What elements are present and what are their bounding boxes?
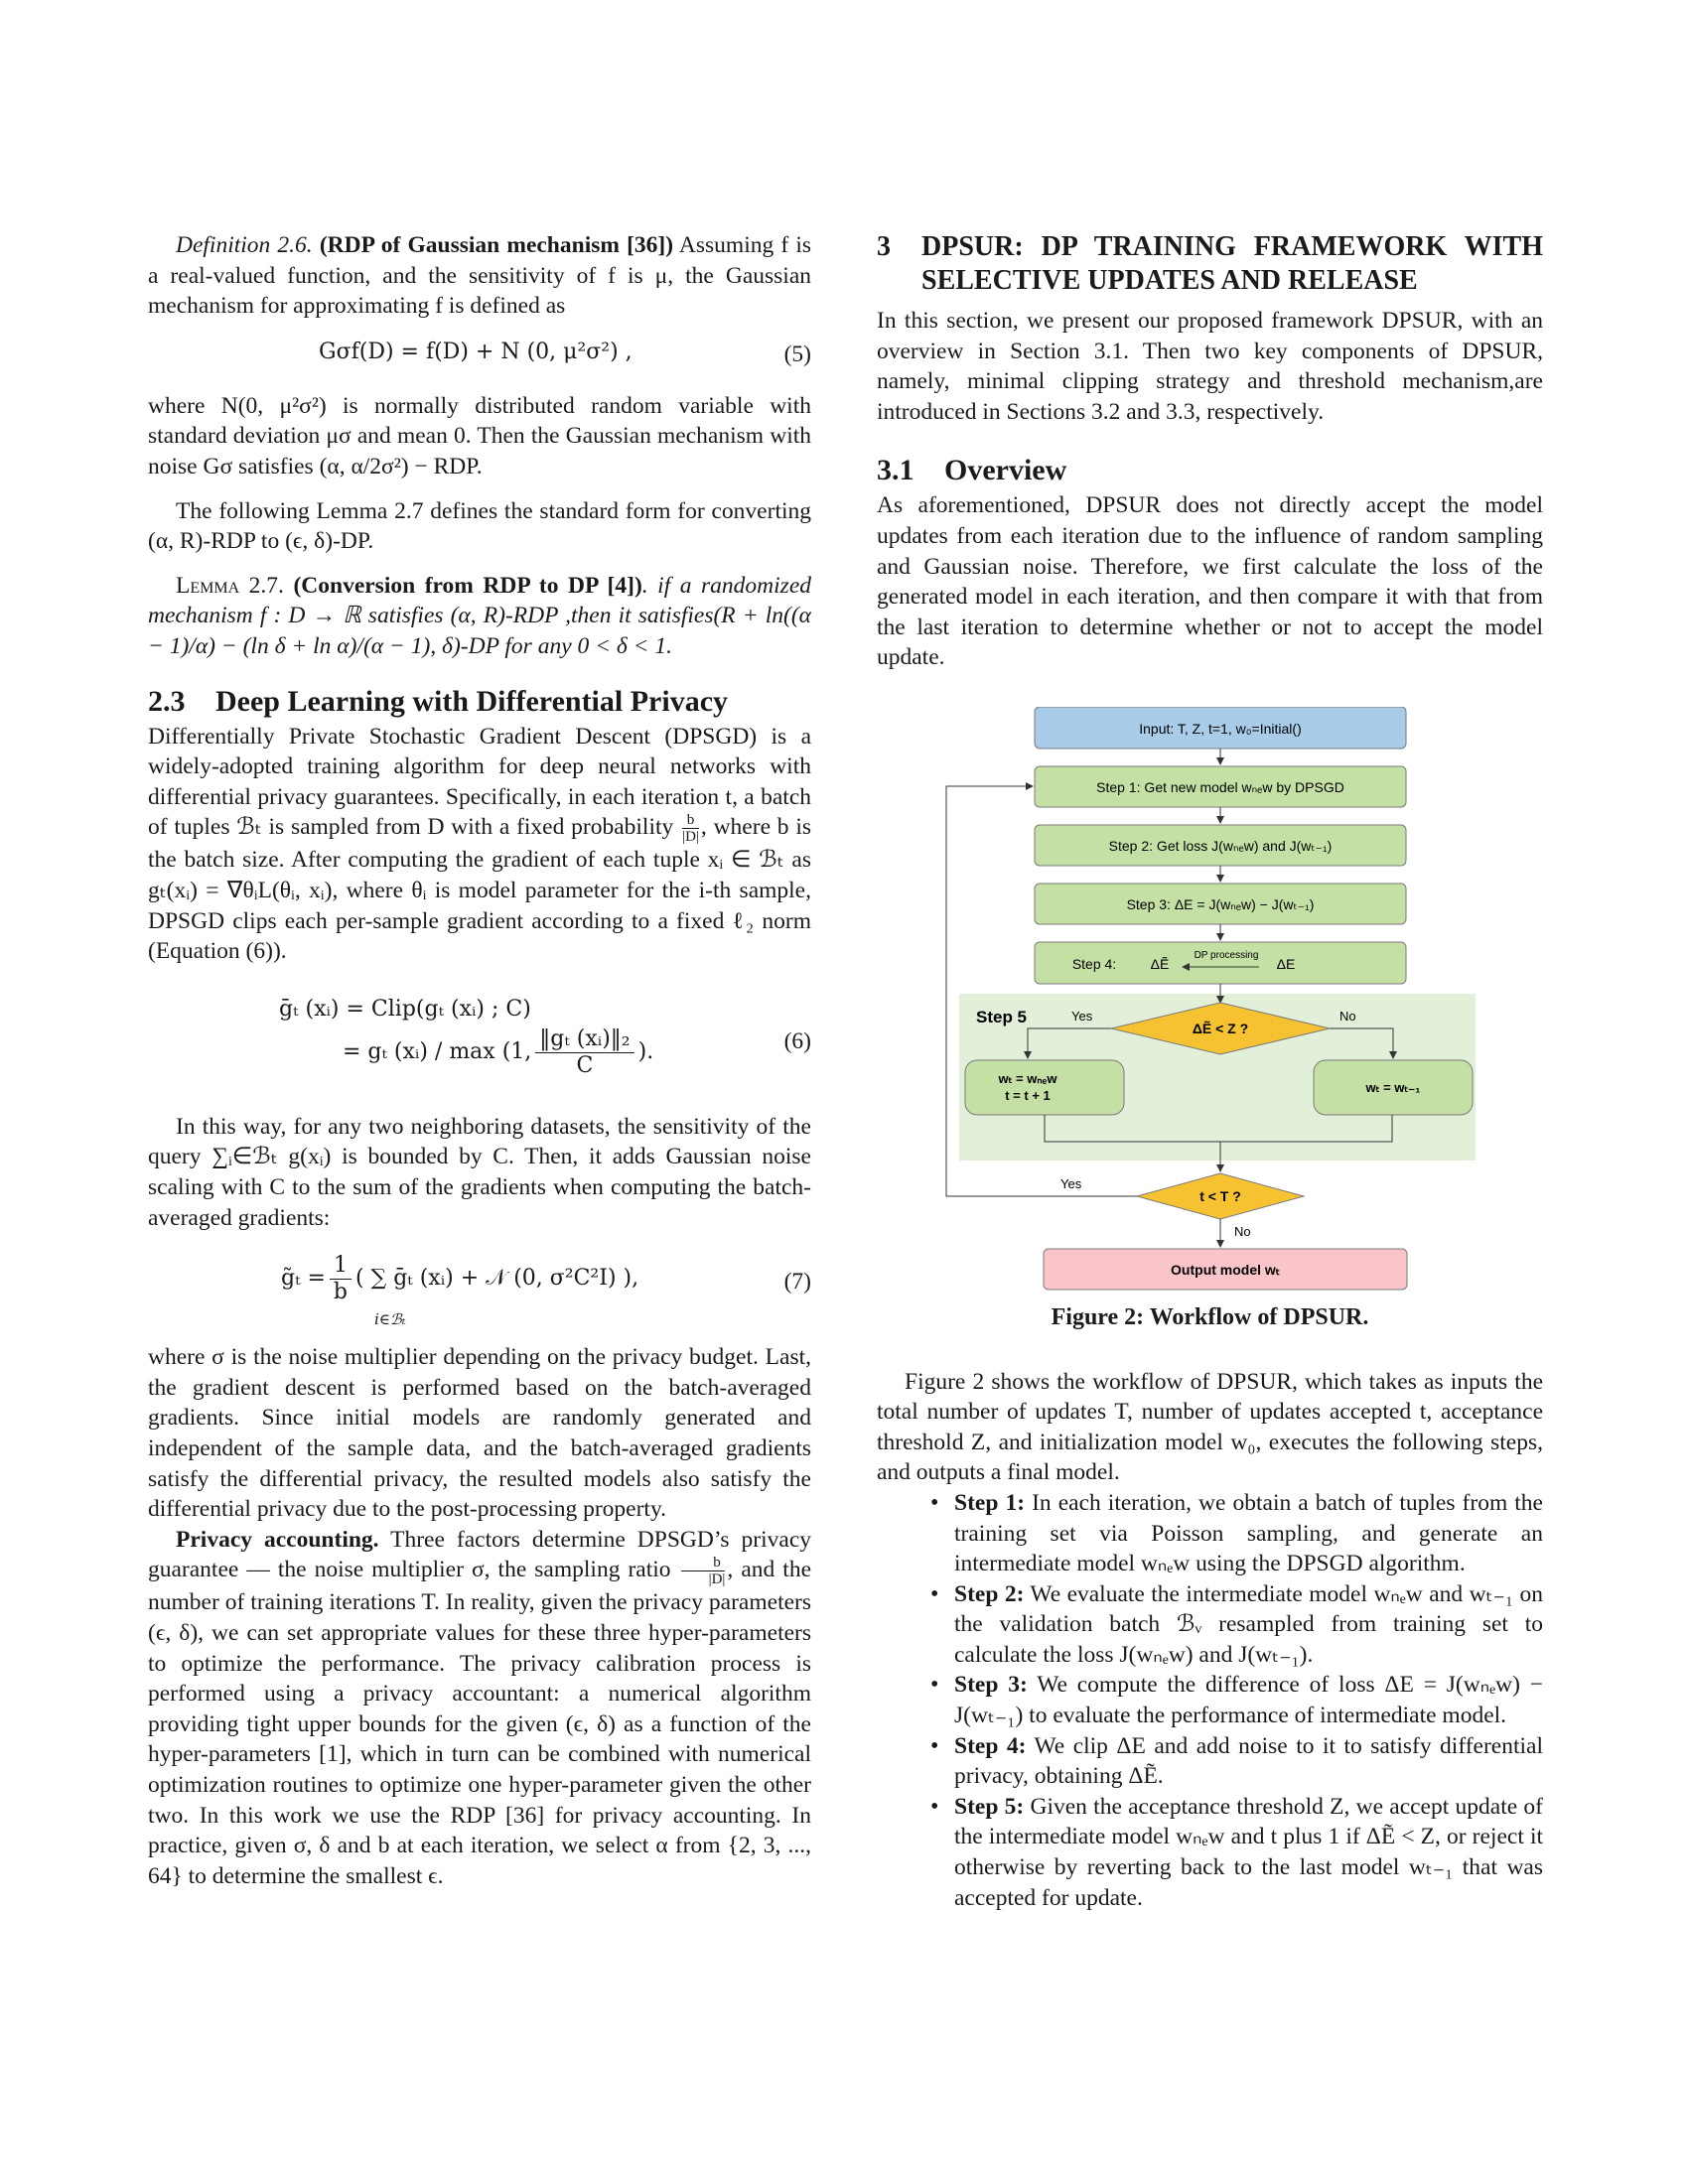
section-3-intro: In this section, we present our proposed framework DPSUR, with an overview in Section 3.1. Then two key components of DPSUR, namely, minimal clipping strategy and threshold mechanism,are introduced in Sections 3.2 and 3.3, respectively. (877, 308, 1543, 425)
workflow-diagram (877, 707, 1543, 1298)
lemma-text: . if a randomized mechanism f : D → ℝ satisfies (α, R)-RDP ,then it satisfies(R + ln((α − 1)/α) − (ln δ + ln α)/(α − 1), δ)-DP for any 0 < δ < 1. (148, 572, 812, 659)
dpsgd-paragraph (148, 722, 811, 967)
accept-line2: t = t + 1 (1005, 1087, 1051, 1103)
section-2-3-heading (148, 684, 811, 720)
step-text: Given the acceptance threshold Z, we accept update of the intermediate model wₙₑw and t plus 1 if ΔẼ < Z, or reject it otherwise by reverting back to the last model wₜ₋₁ that was accepted for update. (954, 1793, 1543, 1911)
workflow-figure (877, 707, 1543, 1298)
equation-7-body (281, 1253, 638, 1305)
definition-2-6 (148, 230, 811, 322)
section-title: DPSUR: DP TRAINING FRAMEWORK WITH SELECTIVE UPDATES AND RELEASE (921, 231, 1543, 296)
no-label: No (1234, 1223, 1251, 1239)
definition-text: Assuming (673, 232, 774, 258)
dpsgd-text-a: Differentially Private Stochastic Gradient Descent (DPSGD) is a widely-adopted training algorithm for deep neural networks with differential privacy guarantees. Specifically, in each iteration t, a batch of tuples ℬₜ is sampled from D with a fixed probability (148, 723, 811, 841)
sensitivity-paragraph: In this way, for any two neighboring datasets, the sensitivity of the query ∑ᵢ∈ℬₜ g(xᵢ) is bounded by C. Then, it adds Gaussian noise scaling with C to the sum of the gradients when computing the batch-averaged gradients: (148, 1113, 811, 1231)
fraction-top: 1 (330, 1253, 352, 1280)
sigma-paragraph: where σ is the noise multiplier depending on the privacy budget. Last, the gradient descent is performed based on the batch-averaged gradients. Since initial models are randomly generated and independent of the sample data, and the batch-averaged gradients satisfy the differential privacy, the resulted models also satisfy the differential privacy due to the post-processing property. (148, 1344, 811, 1523)
step-label: Step 4: (954, 1732, 1027, 1759)
sampling-fraction (682, 812, 699, 845)
lemma-2-7 (148, 571, 811, 662)
overview-paragraph: As aforementioned, DPSUR does not directly accept the model updates from each iteration due to the influence of random sampling and Gaussian noise. Therefore, we first calculate the loss of the generated model in each iteration, and then compare it with that from the last iteration to determine whether or not to accept the model update. (877, 492, 1543, 671)
iteration-condition: t < T ? (1199, 1187, 1241, 1204)
privacy-accounting-text-a: Three factors determine DPSGD’s privacy guarantee — the noise multiplier σ, the sampling ratio (148, 1526, 811, 1583)
step-text: We compute the difference of loss ΔE = J(wₙₑw) − J(wₜ₋₁) to evaluate the performance of intermediate model. (954, 1672, 1543, 1729)
step4-dp-processing: DP processing (1194, 949, 1259, 961)
section-number: 3 (877, 231, 891, 262)
privacy-accounting-title: Privacy accounting. (176, 1526, 379, 1553)
step-text: We clip ΔE and add noise to it to satisfy differential privacy, obtaining ΔẼ. (954, 1732, 1544, 1790)
definition-after: where N(0, μ²σ²) is normally distributed random variable with standard deviation μσ and mean 0. Then the Gaussian mechanism with noise Gσ satisfies (α, α/2σ²) − RDP. (148, 392, 811, 479)
equation-6-line2a: = gₜ (xᵢ) / max (1, (343, 1039, 532, 1064)
equation-5-body: Gσf(D) = f(D) + N (0, μ²σ²) , (319, 339, 633, 364)
fraction-bottom: |D| (708, 1571, 726, 1588)
equation-6 (148, 995, 811, 1112)
list-item (954, 1792, 1543, 1913)
step4-label: Step 4: (1071, 955, 1117, 972)
step5-label: Step 5 (976, 1007, 1028, 1026)
yes-label: Yes (1060, 1175, 1082, 1191)
step4-noisy-delta: ΔẼ (1150, 955, 1170, 972)
equation-6-line2 (343, 1026, 653, 1079)
sampling-ratio-fraction (681, 1555, 726, 1587)
lemma-label: Lemma 2.7. (176, 572, 284, 599)
equation-7 (148, 1247, 811, 1334)
equation-6-fraction (535, 1026, 633, 1079)
left-column (148, 230, 811, 1891)
step-label: Step 2: (954, 1580, 1025, 1607)
lemma-title: (Conversion from RDP to DP [4]) (293, 572, 642, 599)
figure-caption: Figure 2: Workflow of DPSUR. (1051, 1303, 1369, 1330)
list-item (954, 1488, 1543, 1579)
definition-label: Definition 2.6. (176, 232, 313, 258)
fraction-bottom: b (333, 1280, 348, 1305)
privacy-accounting-paragraph (148, 1525, 811, 1892)
list-item (954, 1670, 1543, 1730)
right-column (877, 230, 1543, 1913)
section-number: 3.1 (877, 454, 914, 487)
equation-7-number: (7) (783, 1269, 811, 1296)
equation-7-fraction (330, 1253, 352, 1305)
fraction-top: ‖gₜ (xᵢ)‖₂ (535, 1026, 633, 1053)
yes-label: Yes (1071, 1008, 1093, 1024)
section-title: Overview (944, 454, 1067, 487)
fraction-top: b (682, 812, 699, 829)
steps-list (877, 1488, 1543, 1913)
equation-6-number: (6) (783, 1027, 811, 1054)
fraction-top: b (681, 1555, 726, 1571)
equation-7-lhs: g̃ₜ = (281, 1266, 326, 1292)
fraction-bottom: C (576, 1052, 594, 1078)
reject-label: wₜ = wₜ₋₁ (1365, 1079, 1421, 1095)
acceptance-condition: ΔẼ < Z ? (1192, 1020, 1249, 1036)
step-label: Step 5: (954, 1793, 1025, 1820)
section-3-heading (877, 230, 1543, 298)
equation-6-line2b: ). (637, 1039, 654, 1064)
output-label: Output model wₜ (1171, 1261, 1280, 1278)
equation-7-subscript: i∈ℬₜ (374, 1310, 406, 1329)
accept-line1: wₜ = wₙₑw (998, 1070, 1057, 1086)
step1-label: Step 1: Get new model wₙₑw by DPSGD (1096, 778, 1344, 795)
definition-title: (RDP of Gaussian mechanism [36]) (319, 232, 674, 258)
privacy-accounting-text-b: , and the number of training iterations T. In reality, given the privacy parameters (ϵ, δ), we can set appropriate values for these three hyper-parameters to optimize the performance. The privacy calibration process is performed using a privacy accountant: a numerical algorithm providing tight upper bounds for the given (ϵ, δ) as a function of the hyper-parameters [1], which in turn can be combined with numerical optimization routines to optimize one hyper-parameter given the other two. In this work we use the RDP [36] for privacy accounting. In practice, given σ, δ and b at each iteration, we select α from {2, 3, ..., 64} to determine the smallest ϵ. (148, 1557, 811, 1889)
list-item (954, 1579, 1543, 1671)
equation-5 (148, 330, 811, 381)
dpsgd-text-b: , where b is the batch size. After computing the gradient of each tuple xᵢ ∈ ℬₜ as gₜ(xᵢ) = ∇θᵢL(θᵢ, xᵢ), where θᵢ is model parameter for the i-th sample, DPSGD clips each per-sample gradient according to a fixed ℓ₂ norm (Equation (6)). (148, 814, 811, 965)
input-label: Input: T, Z, t=1, w₀=Initial() (1139, 720, 1302, 737)
step-label: Step 3: (954, 1672, 1028, 1699)
step-label: Step 1: (954, 1489, 1026, 1516)
step2-label: Step 2: Get loss J(wₙₑw) and J(wₜ₋₁) (1108, 837, 1333, 854)
no-label: No (1339, 1008, 1356, 1024)
lemma-intro: The following Lemma 2.7 defines the standard form for converting (α, R)-RDP to (ϵ, δ)-DP. (148, 497, 811, 555)
step-text: In each iteration, we obtain a batch of tuples from the training set via Poisson sampling, and generate an intermediate model wₙₑw using the DPSGD algorithm. (954, 1489, 1543, 1577)
equation-5-number: (5) (783, 341, 811, 367)
step-text: We evaluate the intermediate model wₙₑw and wₜ₋₁ on the validation batch ℬᵥ resampled from training set to calculate the loss J(wₙₑw) and J(wₜ₋₁). (954, 1580, 1543, 1668)
definition-line2: f is a real-valued function, and the sensitivity of f is μ, the Gaussian mechanism for approximating f is defined as (148, 232, 812, 320)
section-title: Deep Learning with Differential Privacy (215, 684, 729, 718)
equation-6-line1: ḡₜ (xᵢ) = Clip(gₜ (xᵢ) ; C) (279, 996, 531, 1022)
figure-description: Figure 2 shows the workflow of DPSUR, which takes as inputs the total number of updates T, number of updates accepted t, acceptance threshold Z, and initialization model w₀, executes the following steps, and outputs a final model. (877, 1368, 1543, 1486)
list-item (954, 1731, 1543, 1792)
section-number: 2.3 (148, 684, 186, 718)
section-3-1-heading (877, 453, 1543, 488)
step3-label: Step 3: ΔE = J(wₙₑw) − J(wₜ₋₁) (1126, 895, 1315, 912)
step4-delta: ΔE (1276, 955, 1296, 972)
equation-7-sum: ( ∑ ḡₜ (xᵢ) + 𝒩 (0, σ²C²I) ), (354, 1266, 639, 1292)
fraction-bottom: |D| (682, 829, 699, 846)
